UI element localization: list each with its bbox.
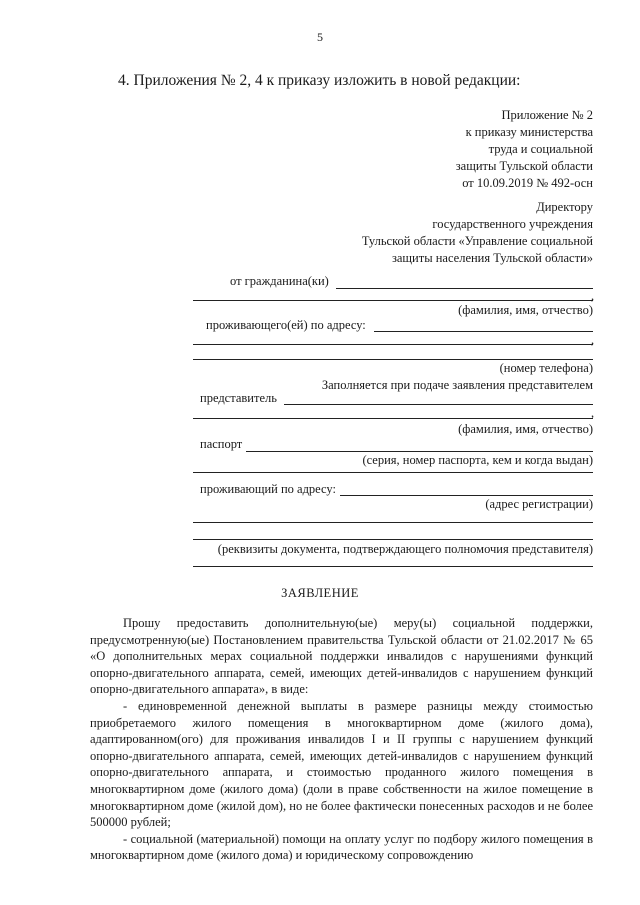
- addressee-line: государственного учреждения: [432, 217, 593, 231]
- paragraph-lump-sum: - единовременной денежной выплаты в размере разницы между стоимостью приобретаемого жилого помещения в многоквартирном доме (жилого дома), адаптированном(ого) для проживания инвалидов I и II группы с нарушением функций опорно-двигательного аппарата, семей, имеющих детей-инвалидов с нарушением функций опорно-двигательного аппарата, и стоимостью проданного жилого помещения в многоквартирном доме (жилого дома) (доли в праве собственности на жилое помещение в многоквартирном доме (жилой дом), но не более фактически понесенных расходов и не более 500000 рублей;: [90, 698, 593, 830]
- section-heading: 4. Приложения № 2, 4 к приказу изложить в новой редакции:: [118, 72, 521, 89]
- registration-caption: (адрес регистрации): [485, 497, 593, 511]
- residing-label: проживающего(ей) по адресу:: [206, 318, 366, 332]
- annex-line: от 10.09.2019 № 492-осн: [462, 176, 593, 190]
- comma: ,: [591, 289, 595, 303]
- annex-line: труда и социальной: [488, 142, 593, 156]
- fio-line[interactable]: [336, 288, 593, 289]
- addressee-line: защиты населения Тульской области»: [391, 251, 593, 265]
- representative-note: Заполняется при подаче заявления представителем: [321, 378, 593, 392]
- annex-line: Приложение № 2: [501, 108, 593, 122]
- representative-label: представитель: [200, 391, 277, 405]
- address-line[interactable]: [374, 331, 593, 332]
- statement-title: ЗАЯВЛЕНИЕ: [281, 586, 359, 600]
- representative-line[interactable]: [284, 404, 593, 405]
- annex-line: к приказу министерства: [465, 125, 593, 139]
- fio-caption: (фамилия, имя, отчество): [458, 422, 593, 436]
- from-label: от гражданина(ки): [230, 274, 329, 288]
- comma: ,: [591, 406, 595, 420]
- passport-line-2[interactable]: [193, 472, 593, 473]
- fio-caption: (фамилия, имя, отчество): [458, 303, 593, 317]
- document-line-2[interactable]: [193, 566, 593, 567]
- page-number: 5: [317, 30, 323, 44]
- document-caption: (реквизиты документа, подтверждающего полномочия представителя): [217, 542, 593, 556]
- passport-caption: (серия, номер паспорта, кем и когда выдан): [362, 453, 593, 467]
- paragraph-assistance: - социальной (материальной) помощи на оплату услуг по подбору жилого помещения в многоквартирном доме (жилого дома) и юридическому сопровождению: [90, 831, 593, 863]
- representative-line-2[interactable]: [193, 418, 593, 419]
- phone-caption: (номер телефона): [499, 361, 593, 375]
- passport-label: паспорт: [200, 437, 243, 451]
- phone-line[interactable]: [193, 359, 593, 360]
- annex-line: защиты Тульской области: [455, 159, 593, 173]
- document-line[interactable]: [193, 539, 593, 540]
- address-line-2[interactable]: [193, 344, 593, 345]
- fio-line-2[interactable]: [193, 300, 593, 301]
- rep-address-line[interactable]: [340, 495, 593, 496]
- addressee-line: Директору: [536, 200, 593, 214]
- rep-address-line-2[interactable]: [193, 522, 593, 523]
- passport-line[interactable]: [246, 451, 593, 452]
- statement-body: [90, 615, 593, 864]
- addressee-line: Тульской области «Управление социальной: [361, 234, 593, 248]
- residing-rep-label: проживающий по адресу:: [200, 482, 336, 496]
- paragraph-request: Прошу предоставить дополнительную(ые) меру(ы) социальной поддержки, предусмотренную(ые) Постановлением правительства Тульской области от 21.02.2017 № 65 «О дополнительных мерах социальной поддержки инвалидов с нарушениями функций опорно-двигательного аппарата, семей, имеющих детей-инвалидов с нарушением функций опорно-двигательного аппарата», в виде:: [90, 616, 593, 697]
- comma: ,: [591, 333, 595, 347]
